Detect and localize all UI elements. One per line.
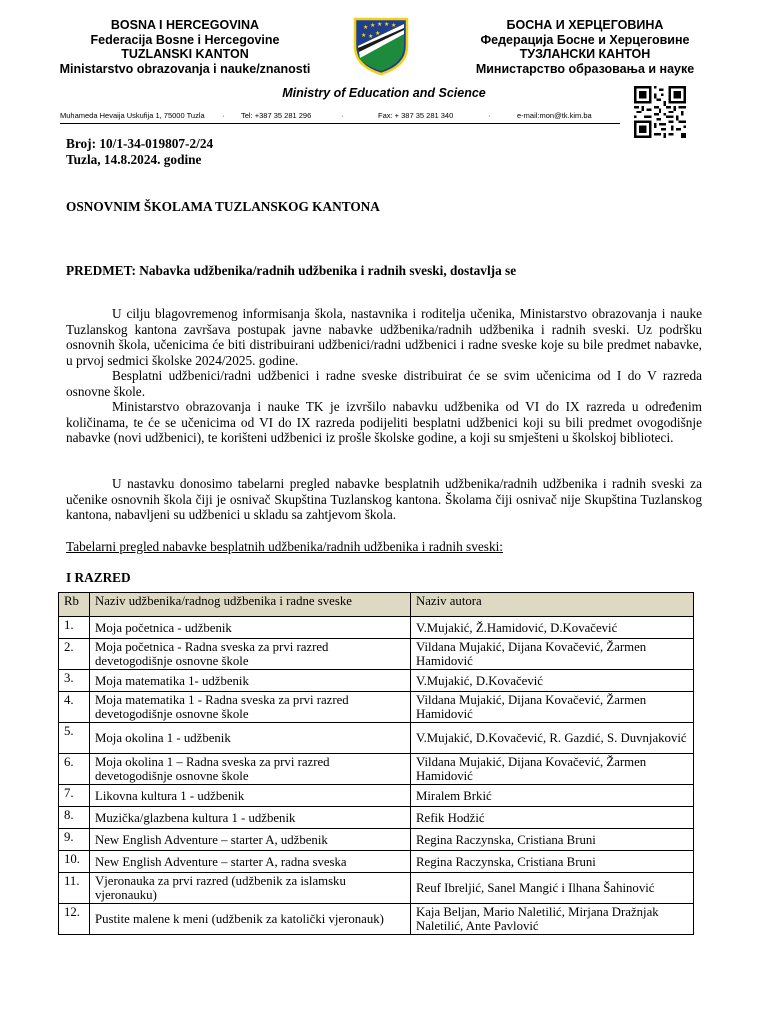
header-title: Naziv udžbenika/radnog udžbenika i radne sveske (90, 593, 411, 617)
table-row (59, 723, 694, 754)
rb-cell: 12. (59, 904, 90, 935)
rb-cell: 7. (59, 785, 90, 807)
canton-name: TUZLANSKI KANTON (121, 47, 249, 61)
table-row (59, 617, 694, 639)
body-text (66, 306, 702, 446)
table-row (59, 904, 694, 935)
author-cell: V.Mujakić, Ž.Hamidović, D.Kovačević (411, 617, 694, 639)
rb-cell: 1. (59, 617, 90, 639)
title-cell: Moja okolina 1 – Radna sveska za prvi razred devetogodišnje osnovne škole (90, 754, 411, 785)
author-cell: Reuf Ibreljić, Sanel Mangić i Ilhana Šahinović (411, 873, 694, 904)
paragraph-2: Besplatni udžbenici/radni udžbenici i radne sveske distribuirat će se svim učenicima od I do V razreda osnovne škole. (66, 368, 702, 399)
title-cell: Moja matematika 1- udžbenik (90, 670, 411, 692)
svg-text:★: ★ (377, 21, 383, 28)
table-row (59, 754, 694, 785)
table-row (59, 873, 694, 904)
address-text: Muhameda Hevaija Uskufija 1, 75000 Tuzla (60, 111, 205, 120)
table-row (59, 807, 694, 829)
rb-cell: 4. (59, 692, 90, 723)
svg-text:★: ★ (370, 22, 376, 29)
header-author: Naziv autora (411, 593, 694, 617)
paragraph-4: U nastavku donosimo tabelarni pregled nabavke besplatnih udžbenika/radnih udžbenika i radnih sveski za učenike osnovnih škola čiji je osnivač Skupština Tuzlanskog kantona. Školama čiji osnivač nije Skupština Tuzlanskog kantona, nabavljeni su udžbenici u skladu sa zahtjevom škola. (66, 476, 702, 522)
table-row (59, 639, 694, 670)
author-cell: Miralem Brkić (411, 785, 694, 807)
federation-name: Federacija Bosne i Hercegovine (90, 32, 280, 47)
qr-code-icon (634, 86, 686, 138)
country-name: BOSNA I HERCEGOVINA (110, 18, 260, 32)
rb-cell: 3. (59, 670, 90, 692)
author-cell: Vildana Mujakić, Dijana Kovačević, Žarmen Hamidović (411, 754, 694, 785)
author-cell: Refik Hodžić (411, 807, 694, 829)
ministry-name-cyrillic: Министарство образовања и науке (475, 61, 695, 76)
title-cell: New English Adventure – starter A, udžbenik (90, 829, 411, 851)
grade-heading: I RAZRED (66, 570, 131, 585)
author-cell: Vildana Mujakić, Dijana Kovačević, Žarmen Hamidović (411, 639, 694, 670)
svg-text:★: ★ (391, 22, 397, 29)
table-row (59, 670, 694, 692)
rb-cell: 6. (59, 754, 90, 785)
svg-text:★: ★ (363, 24, 369, 31)
paragraph-3: Ministarstvo obrazovanja i nauke TK je izvršilo nabavku udžbenika od VI do IX razreda u određenim količinama, te će se učenicima od VI do IX razreda podijeliti besplatni udžbenici koji su bili predmet ovogodišnje nabavke (novi udžbenici), te korišteni udžbenici iz prošle školske godine, a koji su smješteni u školskoj biblioteci. (66, 399, 702, 445)
table-row (59, 851, 694, 873)
textbook-table (58, 592, 694, 935)
table-header-row (59, 593, 694, 617)
subject-label: PREDMET: (66, 263, 136, 278)
recipient: OSNOVNIM ŠKOLAMA TUZLANSKOG KANTONA (66, 199, 380, 214)
title-cell: Pustite malene k meni (udžbenik za katolički vjeronauk) (90, 904, 411, 935)
rb-cell: 11. (59, 873, 90, 904)
svg-text:★: ★ (368, 33, 374, 40)
phone-text: Tel: +387 35 281 296 (241, 111, 312, 120)
email-text: e-mail:mon@tk.kim.ba (517, 111, 592, 120)
header-rb: Rb (59, 593, 90, 617)
rb-cell: 10. (59, 851, 90, 873)
rb-cell: 8. (59, 807, 90, 829)
author-cell: Kaja Beljan, Mario Naletilić, Mirjana Dražnjak Naletilić, Ante Pavlović (411, 904, 694, 935)
federation-name-cyrillic: Федерација Босне и Херцеговине (480, 32, 690, 47)
title-cell: Moja početnica - Radna sveska za prvi razred devetogodišnje osnovne škole (90, 639, 411, 670)
table-row (59, 692, 694, 723)
letter-date: Tuzla, 14.8.2024. godine (66, 152, 202, 167)
author-cell: V.Mujakić, D.Kovačević (411, 670, 694, 692)
rb-cell: 5. (59, 723, 90, 754)
svg-text:★: ★ (384, 21, 390, 28)
letter-number: Broj: 10/1-34-019807-2/24 (66, 136, 214, 151)
letterhead-left (40, 18, 330, 76)
ministry-name-english: Ministry of Education and Science (282, 86, 486, 100)
canton-name-cyrillic: ТУЗЛАНСКИ КАНТОН (519, 47, 651, 61)
paragraph-1: U cilju blagovremenog informisanja škola, nastavnika i roditelja učenika, Ministarstvo obrazovanja i nauke Tuzlanskog kantona završava postupak javne nabavke udžbenika/radnih udžbenika i radnih sveski. Uz podršku osnovnih škola, učenicima će biti distribuirani udžbenici/radni udžbenici i radne sveske koje su bile predmet nabavke, u prvoj sedmici školske 2024/2025. godine. (66, 306, 702, 368)
author-cell: Regina Raczynska, Cristiana Bruni (411, 829, 694, 851)
header-divider (60, 123, 620, 124)
title-cell: Vjeronauka za prvi razred (udžbenik za islamsku vjeronauku) (90, 873, 411, 904)
title-cell: New English Adventure – starter A, radna sveska (90, 851, 411, 873)
table-caption: Tabelarni pregled nabavke besplatnih udžbenika/radnih udžbenika i radnih sveski: (66, 539, 503, 554)
svg-text:★: ★ (375, 30, 381, 37)
title-cell: Moja početnica - udžbenik (90, 617, 411, 639)
title-cell: Likovna kultura 1 - udžbenik (90, 785, 411, 807)
fax-text: Fax: + 387 35 281 340 (378, 111, 454, 120)
ministry-name: Ministarstvo obrazovanja i nauke/znanosti (59, 61, 311, 76)
table-row (59, 785, 694, 807)
country-name-cyrillic: БОСНА И ХЕРЦЕГОВИНА (506, 18, 664, 32)
title-cell: Moja okolina 1 - udžbenik (90, 723, 411, 754)
title-cell: Muzička/glazbena kultura 1 - udžbenik (90, 807, 411, 829)
letterhead-right (440, 18, 730, 76)
title-cell: Moja matematika 1 - Radna sveska za prvi razred devetogodišnje osnovne škole (90, 692, 411, 723)
subject-text: Nabavka udžbenika/radnih udžbenika i radnih sveski, dostavlja se (135, 263, 517, 278)
subject (66, 263, 706, 279)
coat-of-arms-icon (352, 16, 410, 76)
table-row (59, 829, 694, 851)
author-cell: Vildana Mujakić, Dijana Kovačević, Žarmen Hamidović (411, 692, 694, 723)
rb-cell: 2. (59, 639, 90, 670)
author-cell: Regina Raczynska, Cristiana Bruni (411, 851, 694, 873)
svg-text:★: ★ (361, 32, 367, 39)
rb-cell: 9. (59, 829, 90, 851)
author-cell: V.Mujakić, D.Kovačević, R. Gazdić, S. Duvnjaković (411, 723, 694, 754)
